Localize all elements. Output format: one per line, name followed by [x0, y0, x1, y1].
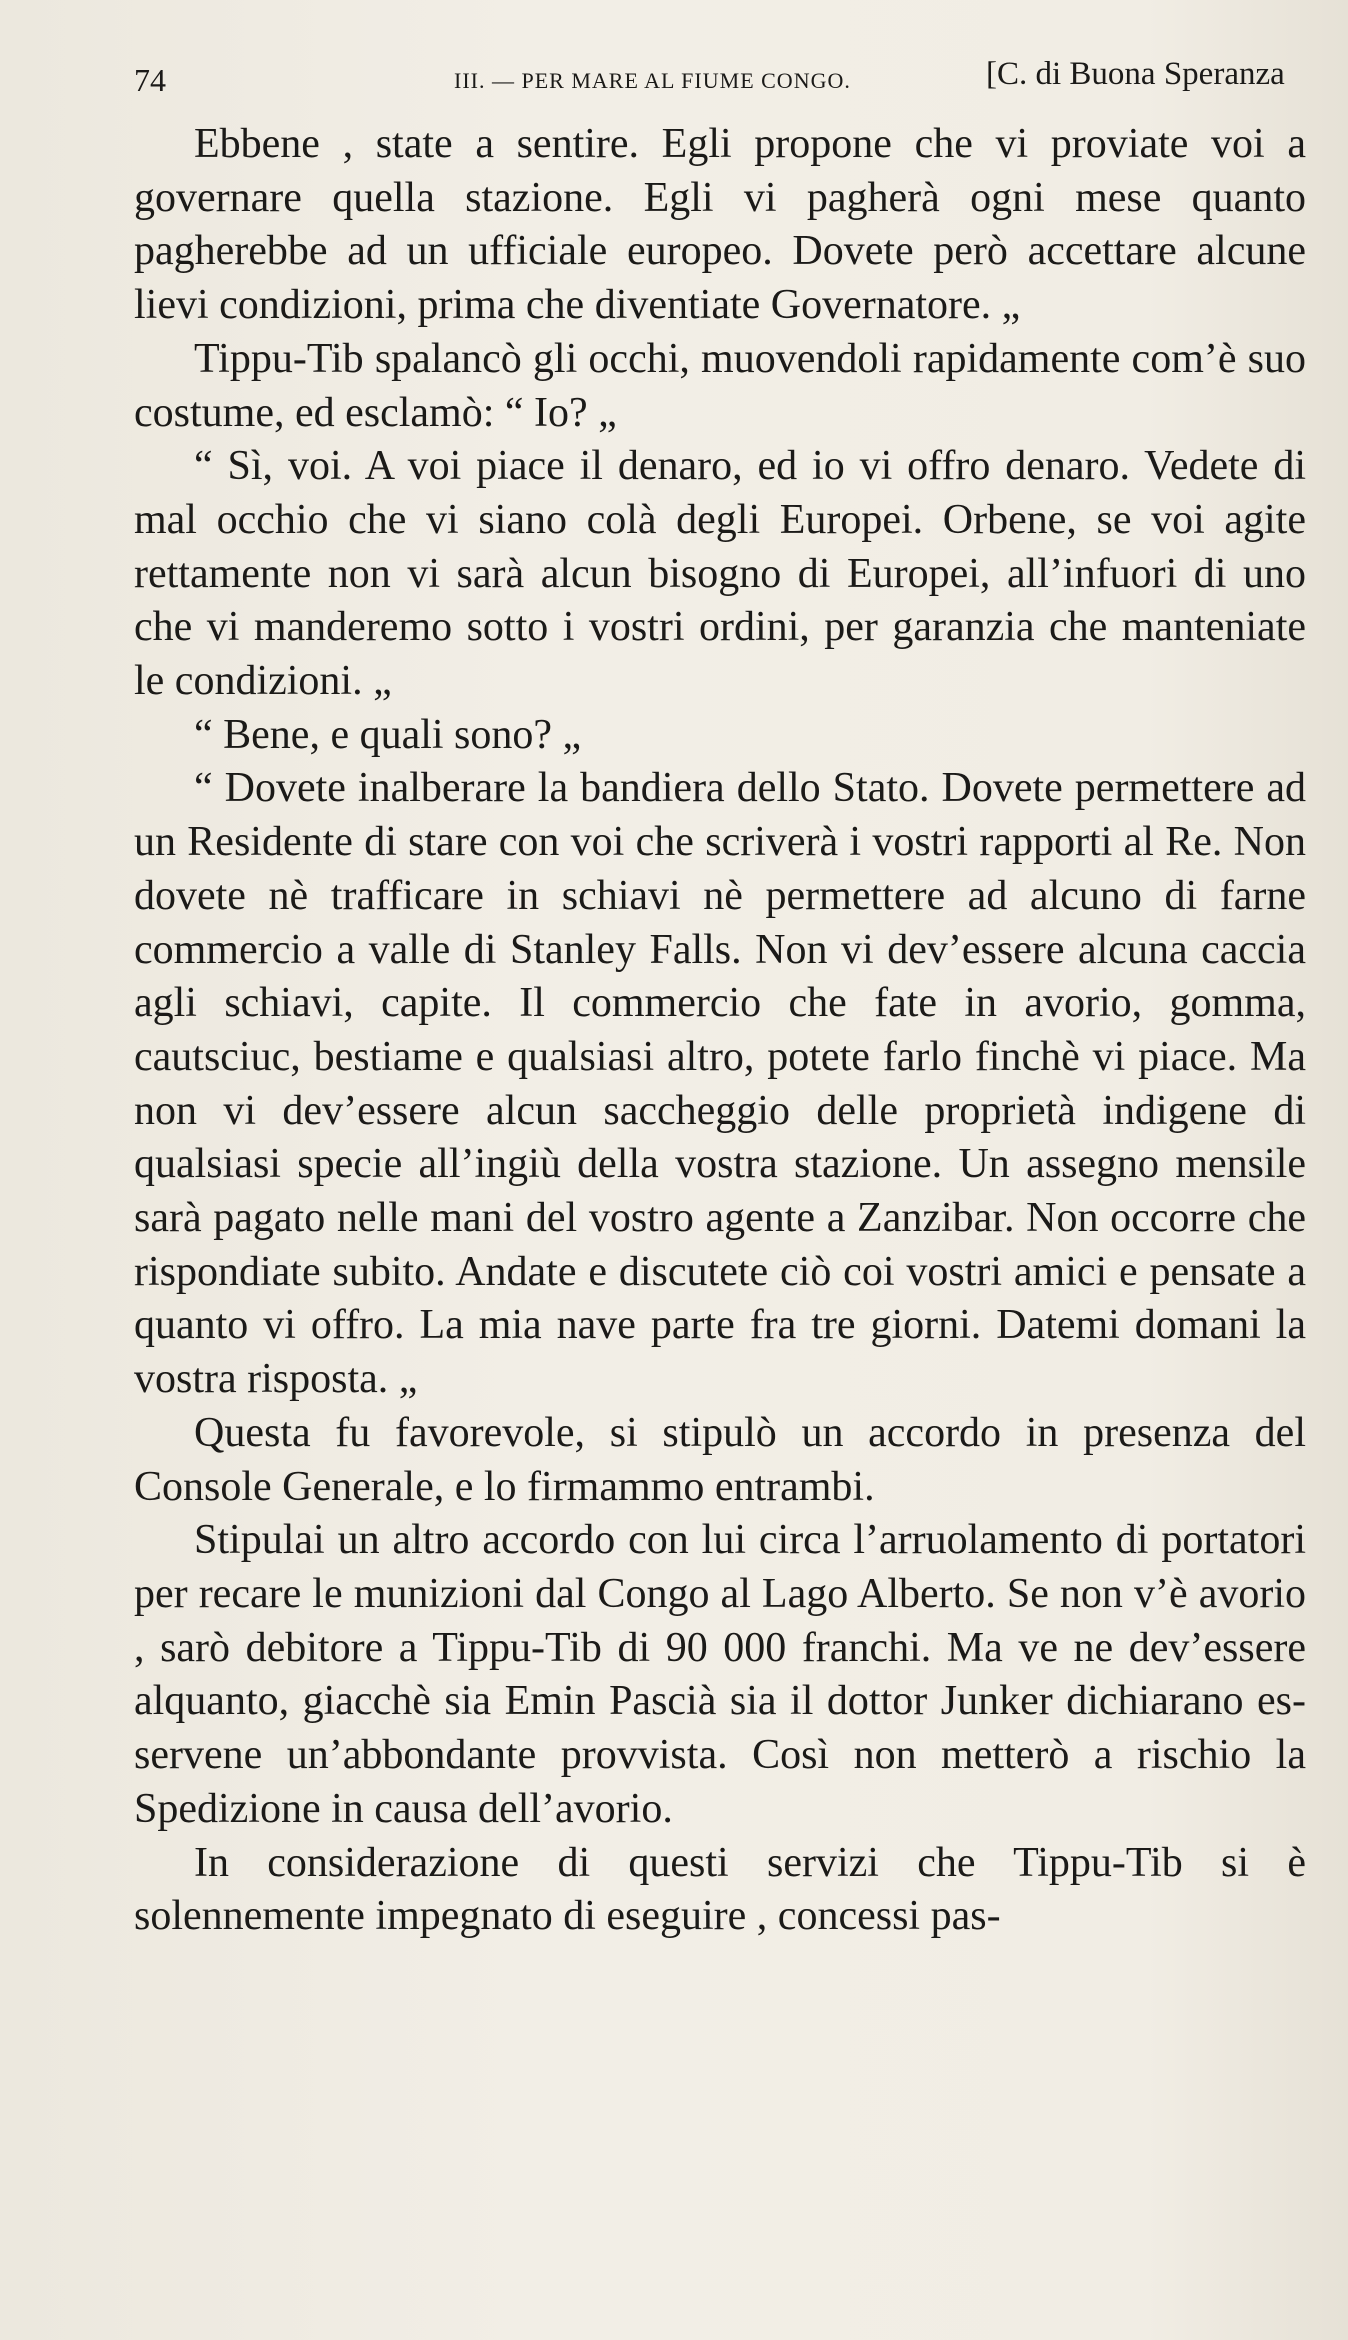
- running-title: III. — PER MARE AL FIUME CONGO.: [454, 68, 851, 93]
- paragraph: “ Bene, e quali sono? „: [194, 711, 582, 758]
- paragraph: “ Dovete inalberare la bandiera dello Stato. Dovete permettere ad un Residente di stare con voi che scriverà i vostri rapporti al Re. Non dovete nè trafficare in schiavi nè permettere ad alcuno di farne commercio a valle di Stanley Falls. Non vi dev’essere alcuna caccia agli schiavi, capite. Il commercio che fate in avorio, gomma, cautsciuc, bestiame e qualsiasi altro, potete farlo finchè vi piace. Ma non vi dev’essere alcun saccheggio delle proprietà indigene di qualsiasi specie all’ingiù della vostra stazione. Un assegno mensile sarà pagato nelle mani del vostro agente a Zanzibar. Non occorre che rispondiate subito. Andate e discutete ciò coi vostri amici e pensate a quanto vi offro. La mia nave parte fra tre giorni. Datemi domani la vostra risposta. „: [134, 765, 1306, 1403]
- body-text: [134, 118, 1306, 1944]
- paragraph: Ebbene , state a sentire. Egli propone che vi proviate voi a governare quella stazione. Egli vi pagherà ogni mese quanto pagherebbe ad un ufficiale europeo. Dovete però accettare alcune lievi condizioni, prima che diventiate Governatore. „: [134, 121, 1306, 329]
- page-number: 74: [134, 62, 166, 98]
- paragraph: “ Sì, voi. A voi piace il denaro, ed io vi offro denaro. Vedete di mal occhio che vi siano colà degli Europei. Orbene, se voi agite rettamente non vi sarà alcun bisogno di Europei, all’infuori di uno che vi manderemo sotto i vostri ordini, per garanzia che manteniate le condizioni. „: [134, 443, 1306, 705]
- page-header: [134, 52, 1314, 112]
- paragraph: Stipulai un altro accordo con lui circa l’arruolamento di portatori per recare le munizioni dal Congo al Lago Alberto. Se non v’è avorio , sarò debitore a Tippu-Tib di 90 000 franchi. Ma ve ne dev’essere alquanto, giacchè sia Emin Pascià sia il dottor Junker dichiarano esservene un’abbondante provvista. Così non metterò a rischio la Spedizione in causa dell’avorio.: [134, 1517, 1306, 1832]
- paragraph: In considerazione di questi servizi che Tippu-Tib si è solennemente impegnato di eseguire , concessi pas-: [134, 1839, 1306, 1940]
- paragraph: Tippu-Tib spalancò gli occhi, muovendoli rapidamente com’è suo costume, ed esclamò: “ Io? „: [134, 335, 1306, 436]
- section-label: [C. di Buona Speranza: [986, 56, 1285, 92]
- paragraph: Questa fu favorevole, si stipulò un accordo in presenza del Console Generale, e lo firmammo entrambi.: [134, 1409, 1306, 1510]
